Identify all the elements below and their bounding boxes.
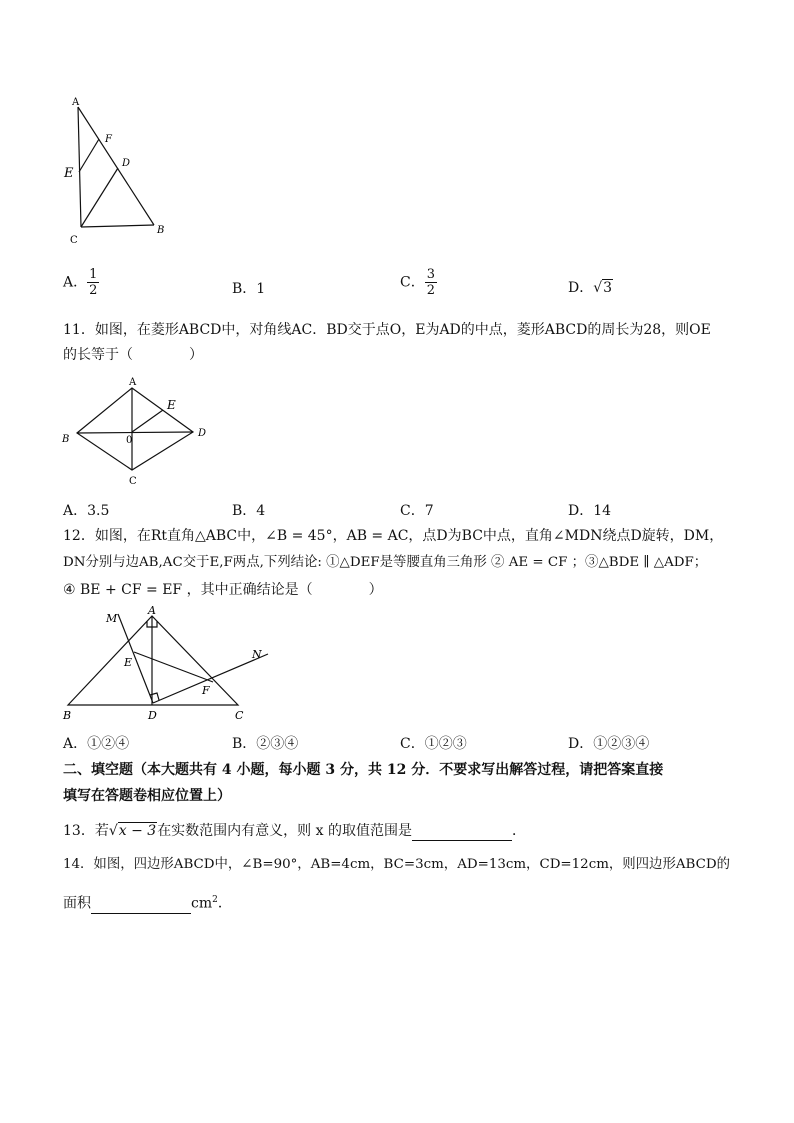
q10-side-ac [78, 107, 81, 227]
q10-label-f: F [105, 134, 112, 145]
q14-question-line2: 面积 $cm^2$． [63, 895, 232, 912]
q10-triangle-figure [55, 92, 175, 247]
q11-option-c: C．7 [400, 503, 434, 519]
q12-label-a: A [148, 606, 156, 617]
q11-diagonal-bd [77, 432, 193, 433]
q10-label-e: E [64, 166, 74, 181]
q10-option-b: B．1 [232, 281, 266, 297]
q10-label-a: A [72, 97, 80, 108]
q10-option-d-sqrt: √3 [593, 280, 613, 296]
q11-label-d: D [198, 428, 207, 439]
q11-label-o: 0 [126, 435, 133, 446]
q10-option-c-fraction: $\frac{3}{2}$ [426, 267, 435, 298]
q10-segment-cd [81, 168, 118, 227]
q12-ray-dn [153, 654, 268, 703]
q12-option-b: B．②③④ [232, 736, 299, 752]
q12-triangle-abc [68, 616, 238, 705]
q11-segment-oe [132, 410, 163, 432]
q11-question-line1: 11．如图，在菱形ABCD中，对角线AC．BD交于点O，E为AD的中点，菱形ABCD的周长为28，则OE [63, 322, 711, 338]
q12-question-line3: ④ BE + CF = EF ，其中正确结论是（ ） [63, 582, 383, 598]
q10-label-c: C [70, 235, 78, 246]
q10-label-b: B [157, 225, 165, 236]
q12-option-a: A．①②④ [63, 736, 130, 752]
q12-label-c: C [235, 709, 244, 722]
q11-label-b: B [62, 434, 70, 445]
q12-label-b: B [63, 709, 72, 722]
q12-label-d: D [148, 709, 157, 722]
q10-option-d: D．√3 [568, 280, 613, 296]
q11-rhombus-figure [55, 372, 220, 490]
q11-question-line2: 的长等于（ ） [63, 347, 203, 363]
section2-heading-line1: 二、填空题（本大题共有 4 小题，每小题 3 分，共 12 分．不要求写出解答过程，请把答案直接 [63, 762, 664, 778]
q11-option-d: D．14 [568, 503, 612, 519]
q12-label-n: N [252, 648, 262, 661]
q14-answer-blank[interactable] [91, 895, 191, 914]
q13-answer-blank[interactable] [412, 822, 512, 841]
q11-option-a: A．3.5 [63, 503, 110, 519]
q10-side-ab [78, 107, 154, 225]
q10-segment-ef [79, 139, 99, 172]
q10-option-a: A． $\frac{1}{2}$ [63, 267, 98, 298]
q10-option-a-fraction: $\frac{1}{2}$ [89, 267, 98, 298]
q10-side-cb [81, 225, 154, 227]
q12-label-f: F [202, 684, 210, 697]
q11-label-c: C [129, 476, 137, 487]
q11-label-e: E [167, 398, 176, 412]
q10-option-c: C． $\frac{3}{2}$ [400, 267, 435, 298]
q10-label-d: D [122, 158, 131, 169]
q14-question-line1: 14．如图，四边形ABCD中，∠B=90°，AB=4cm，BC=3cm，AD=13cm，CD=12cm，则四边形ABCD的 [63, 857, 730, 872]
q11-option-b: B．4 [232, 503, 266, 519]
q13-question: 13．若√x − 3在实数范围内有意义，则 x 的取值范围是 ． [63, 823, 526, 839]
section2-heading-line2: 填写在答题卷相应位置上） [63, 788, 231, 804]
q12-option-d: D．①②③④ [568, 736, 650, 752]
q12-triangle-figure [55, 606, 280, 726]
q11-label-a: A [129, 377, 137, 388]
q12-question-line2: DN分别与边AB,AC交于E,F两点,下列结论: ①△DEF是等腰直角三角形 ② AE = CF ；③△BDE ∥ △ADF； [63, 555, 708, 570]
q12-label-m: M [106, 612, 118, 625]
q12-option-c: C．①②③ [400, 736, 467, 752]
q12-label-e: E [124, 656, 133, 669]
q12-question-line1: 12．如图，在Rt直角△ABC中，∠B = 45°，AB = AC，点D为BC中点，直角∠MDN绕点D旋转，DM， [63, 528, 724, 544]
q13-sqrt-expression: √x − 3 [108, 823, 157, 839]
